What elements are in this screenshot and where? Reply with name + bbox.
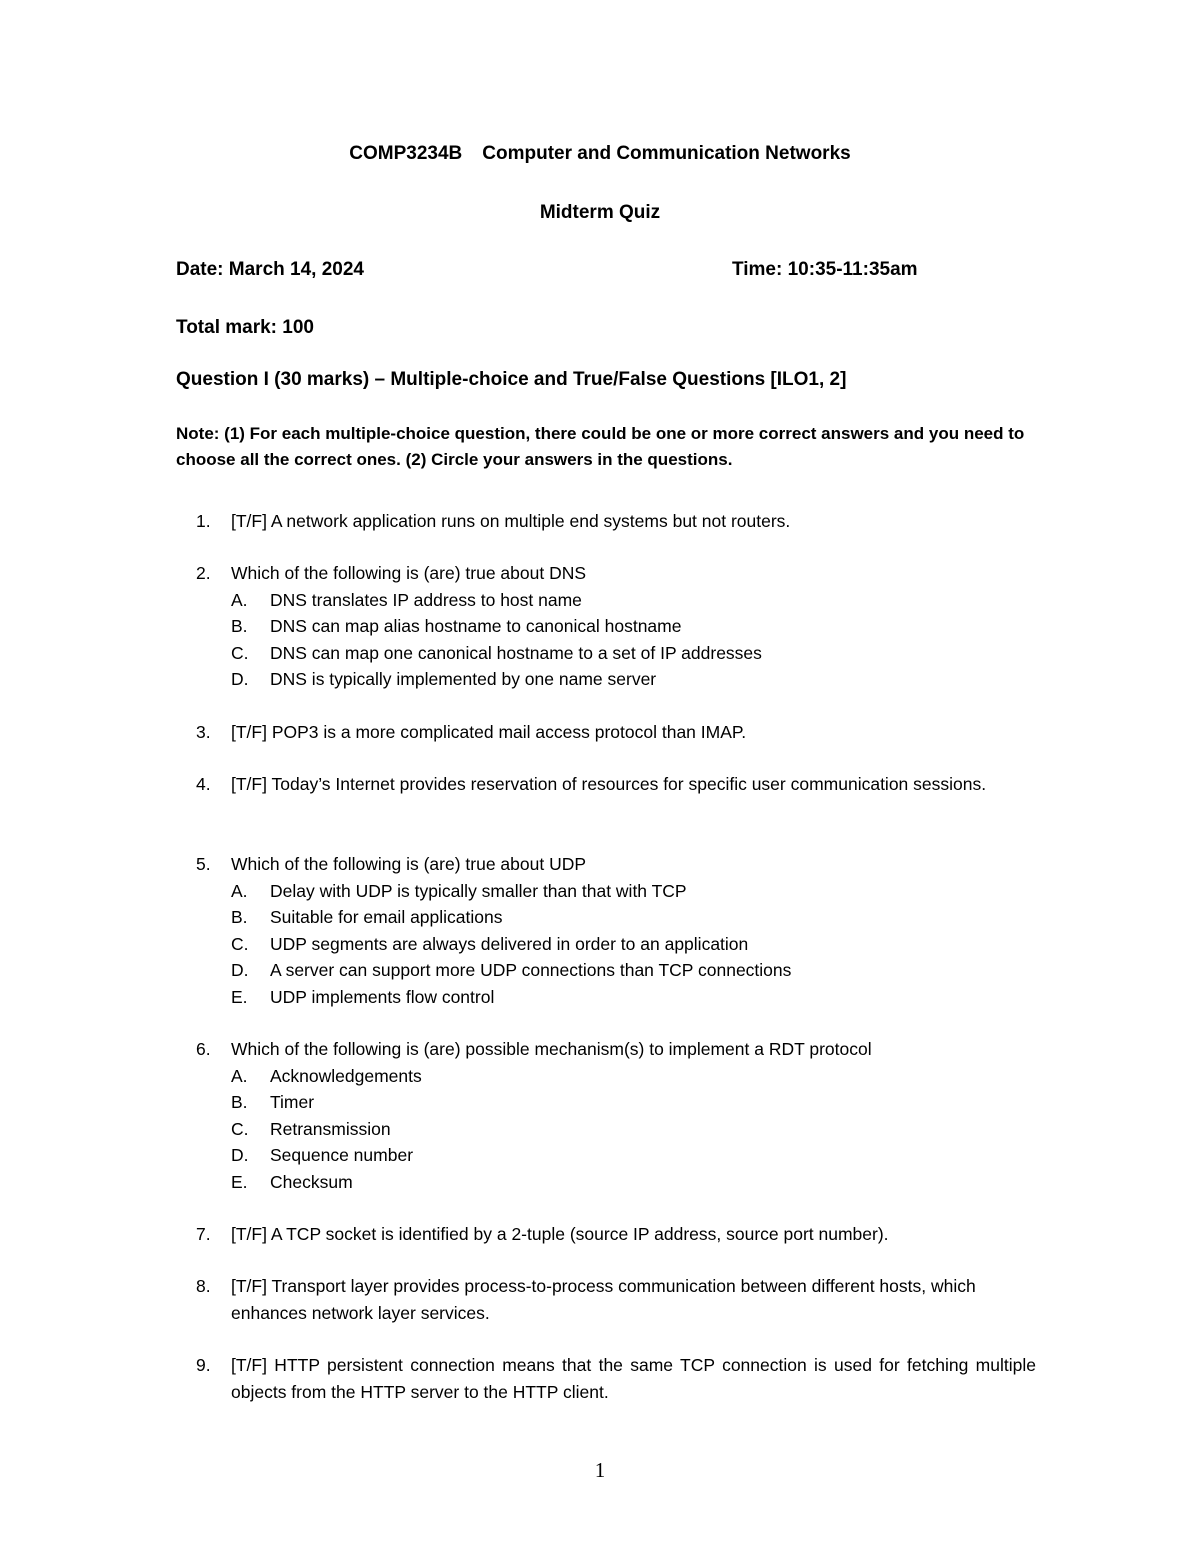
option-text: Sequence number bbox=[270, 1145, 414, 1165]
option-letter: D. bbox=[231, 960, 249, 980]
option-text: UDP implements flow control bbox=[270, 986, 495, 1007]
question-9 bbox=[176, 1352, 1036, 1405]
question-text: [T/F] POP3 is a more complicated mail access protocol than IMAP. bbox=[231, 722, 747, 742]
question-text: [T/F] HTTP persistent connection means that the same TCP connection is used for fetching multiple objects from the HTTP server to the HTTP client. bbox=[231, 1355, 1036, 1402]
question-2 bbox=[176, 560, 1036, 693]
option-letter: D. bbox=[231, 669, 249, 689]
option-a[interactable] bbox=[231, 1063, 1036, 1090]
option-letter: A. bbox=[231, 589, 248, 610]
option-b[interactable] bbox=[231, 1089, 1036, 1116]
option-text: Delay with UDP is typically smaller than that with TCP bbox=[270, 880, 687, 901]
question-7 bbox=[176, 1221, 1036, 1248]
option-letter: C. bbox=[231, 642, 249, 663]
option-text: Suitable for email applications bbox=[270, 907, 503, 927]
question-5 bbox=[176, 851, 1036, 1010]
option-letter: A. bbox=[231, 880, 248, 901]
option-letter: C. bbox=[231, 933, 249, 954]
section-note: Note: (1) For each multiple-choice question, there could be one or more correct answers and you need to choose all the correct ones. (2) Circle your answers in the questions. bbox=[176, 424, 1025, 469]
section-heading: Question I (30 marks) – Multiple-choice and True/False Questions [ILO1, 2] bbox=[176, 369, 847, 390]
question-6 bbox=[176, 1036, 1036, 1195]
option-text: UDP segments are always delivered in order to an application bbox=[270, 933, 749, 954]
total-mark: Total mark: 100 bbox=[176, 317, 314, 338]
page-number: 1 bbox=[594, 1458, 606, 1482]
question-text: Which of the following is (are) true about DNS bbox=[231, 563, 587, 583]
option-text: Retransmission bbox=[270, 1118, 391, 1139]
option-letter: A. bbox=[231, 1065, 248, 1086]
question-8 bbox=[176, 1273, 976, 1326]
option-b[interactable] bbox=[231, 613, 1036, 640]
question-number: 3. bbox=[196, 722, 211, 742]
option-letter: D. bbox=[231, 1145, 249, 1165]
question-number: 6. bbox=[196, 1039, 211, 1059]
option-text: DNS can map one canonical hostname to a set of IP addresses bbox=[270, 642, 762, 663]
course-title: Computer and Communication Networks bbox=[482, 143, 851, 164]
option-text: Timer bbox=[270, 1092, 315, 1112]
question-text: [T/F] A TCP socket is identified by a 2-tuple (source IP address, source port number). bbox=[231, 1224, 889, 1244]
question-number: 2. bbox=[196, 563, 211, 583]
option-list bbox=[231, 587, 1036, 693]
option-letter: C. bbox=[231, 1118, 249, 1139]
question-3 bbox=[176, 719, 1036, 746]
option-list bbox=[231, 1063, 1036, 1196]
option-c[interactable] bbox=[231, 640, 1036, 667]
question-number: 8. bbox=[196, 1276, 211, 1296]
question-text: [T/F] A network application runs on multiple end systems but not routers. bbox=[231, 511, 791, 531]
option-c[interactable] bbox=[231, 931, 1036, 958]
question-number: 7. bbox=[196, 1224, 211, 1244]
question-text: Which of the following is (are) true about UDP bbox=[231, 854, 587, 874]
exam-title: Midterm Quiz bbox=[539, 202, 661, 223]
option-d[interactable] bbox=[231, 1142, 1036, 1169]
course-heading bbox=[0, 143, 1200, 165]
option-d[interactable] bbox=[231, 957, 1036, 984]
option-letter: B. bbox=[231, 1092, 248, 1112]
exam-time: Time: 10:35-11:35am bbox=[732, 259, 918, 280]
question-text: Which of the following is (are) possible mechanism(s) to implement a RDT protocol bbox=[231, 1039, 872, 1059]
question-number: 9. bbox=[196, 1355, 211, 1375]
option-text: DNS can map alias hostname to canonical hostname bbox=[270, 616, 682, 636]
option-text: DNS is typically implemented by one name server bbox=[270, 669, 657, 689]
option-c[interactable] bbox=[231, 1116, 1036, 1143]
option-list bbox=[231, 878, 1036, 1011]
option-text: A server can support more UDP connections than TCP connections bbox=[270, 960, 792, 980]
question-4 bbox=[176, 771, 1036, 798]
course-code: COMP3234B bbox=[349, 143, 463, 164]
option-a[interactable] bbox=[231, 878, 1036, 905]
option-letter: B. bbox=[231, 616, 248, 636]
option-d[interactable] bbox=[231, 666, 1036, 693]
option-letter: E. bbox=[231, 1171, 248, 1192]
question-1 bbox=[176, 508, 1036, 535]
question-number: 1. bbox=[196, 511, 211, 531]
option-letter: B. bbox=[231, 907, 248, 927]
option-b[interactable] bbox=[231, 904, 1036, 931]
option-e[interactable] bbox=[231, 984, 1036, 1011]
exam-date: Date: March 14, 2024 bbox=[176, 259, 364, 280]
question-number: 4. bbox=[196, 774, 211, 794]
option-text: Acknowledgements bbox=[270, 1065, 422, 1086]
option-e[interactable] bbox=[231, 1169, 1036, 1196]
option-letter: E. bbox=[231, 986, 248, 1007]
option-a[interactable] bbox=[231, 587, 1036, 614]
option-text: Checksum bbox=[270, 1171, 353, 1192]
question-text: [T/F] Transport layer provides process-to-process communication between different hosts, which enhances network layer services. bbox=[231, 1276, 976, 1323]
question-number: 5. bbox=[196, 854, 211, 874]
question-text: [T/F] Today’s Internet provides reservation of resources for specific user communication sessions. bbox=[231, 774, 987, 794]
option-text: DNS translates IP address to host name bbox=[270, 589, 582, 610]
